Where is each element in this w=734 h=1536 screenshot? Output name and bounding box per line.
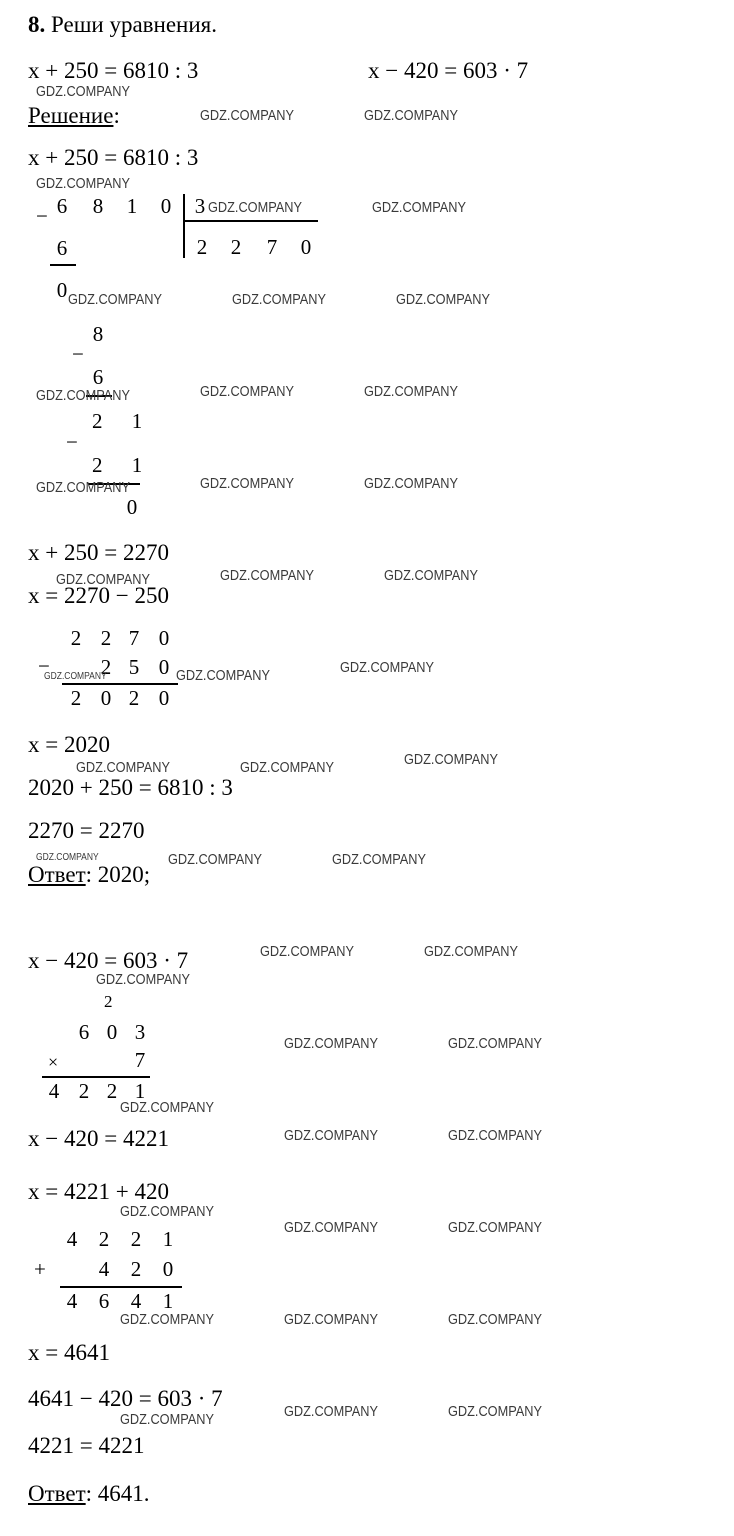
subtraction-top-digit: 2	[70, 626, 82, 650]
division-dividend-digit: 8	[92, 194, 104, 218]
subtraction-result-digit: 0	[158, 686, 170, 710]
task-number: 8.	[28, 12, 46, 37]
subtraction-bottom-digit: 5	[128, 655, 140, 679]
division-step: 0	[126, 495, 138, 519]
watermark: GDZ.COMPANY	[396, 291, 490, 308]
watermark: GDZ.COMPANY	[384, 567, 478, 584]
division-minus-sign: −	[72, 342, 84, 366]
watermark: GDZ.COMPANY	[332, 851, 426, 868]
watermark: GDZ.COMPANY	[340, 659, 434, 676]
multiplication-bottom-digit: 7	[134, 1048, 146, 1072]
addition-top-digit: 2	[98, 1227, 110, 1251]
division-minus-sign: −	[66, 430, 78, 454]
watermark: GDZ.COMPANY	[364, 383, 458, 400]
part2-answer	[28, 1481, 150, 1507]
watermark: GDZ.COMPANY	[36, 175, 130, 192]
subtraction-minus-sign: −	[38, 654, 50, 678]
watermark: GDZ.COMPANY	[120, 1311, 214, 1328]
watermark: GDZ.COMPANY	[200, 475, 294, 492]
watermark: GDZ.COMPANY	[120, 1411, 214, 1428]
equation-2: x − 420 = 603 · 7	[368, 58, 529, 83]
part2-line3: x = 4641	[28, 1340, 110, 1365]
part2-check1: 4641 − 420 = 603 · 7	[28, 1386, 223, 1411]
part1-equation: x + 250 = 6810 : 3	[28, 145, 199, 170]
subtraction-bottom-digit: 2	[100, 655, 112, 679]
task-title: Реши уравнения.	[51, 12, 217, 37]
division-dividend-digit: 0	[160, 194, 172, 218]
watermark: GDZ.COMPANY	[448, 1219, 542, 1236]
division-step-line	[50, 264, 76, 266]
multiplication-result-digit: 1	[134, 1079, 146, 1103]
addition-result-digit: 6	[98, 1289, 110, 1313]
multiplication-result-digit: 2	[78, 1079, 90, 1103]
watermark: GDZ.COMPANY	[284, 1311, 378, 1328]
watermark: GDZ.COMPANY	[168, 851, 262, 868]
addition-top-digit: 4	[66, 1227, 78, 1251]
watermark: GDZ.COMPANY	[284, 1127, 378, 1144]
division-quotient-digit: 2	[196, 235, 208, 259]
addition-bottom-digit: 2	[130, 1257, 142, 1281]
task-header	[28, 12, 217, 38]
watermark: GDZ.COMPANY	[220, 567, 314, 584]
watermark: GDZ.COMPANY	[176, 667, 270, 684]
division-minus-sign: −	[36, 204, 48, 228]
division-step: 6	[92, 365, 104, 389]
part1-line1: x + 250 = 2270	[28, 540, 169, 565]
addition-top-digit: 1	[162, 1227, 174, 1251]
watermark: GDZ.COMPANY	[404, 751, 498, 768]
watermark: GDZ.COMPANY	[120, 1099, 214, 1116]
subtraction-top-digit: 0	[158, 626, 170, 650]
answer-value: : 2020;	[85, 862, 151, 887]
addition-top-digit: 2	[130, 1227, 142, 1251]
watermark: GDZ.COMPANY	[284, 1219, 378, 1236]
division-step: 6	[56, 236, 68, 260]
part1-check2: 2270 = 2270	[28, 818, 145, 843]
division-quotient-digit: 2	[230, 235, 242, 259]
division-quotient-digit: 0	[300, 235, 312, 259]
part1-answer	[28, 862, 150, 888]
watermark: GDZ.COMPANY	[364, 475, 458, 492]
addition-line	[60, 1286, 182, 1288]
division-step: 2 1	[92, 453, 155, 477]
multiplication-result-digit: 4	[48, 1079, 60, 1103]
watermark: GDZ.COMPANY	[120, 1203, 214, 1220]
watermark: GDZ.COMPANY	[372, 199, 466, 216]
part2-line2: x = 4221 + 420	[28, 1179, 169, 1204]
subtraction-result-digit: 2	[70, 686, 82, 710]
subtraction-top-digit: 2	[100, 626, 112, 650]
watermark: GDZ.COMPANY	[56, 571, 150, 588]
division-step: 2 1	[92, 409, 155, 433]
watermark: GDZ.COMPANY	[284, 1035, 378, 1052]
addition-result-digit: 4	[66, 1289, 78, 1313]
watermark: GDZ.COMPANY	[200, 383, 294, 400]
watermark: GDZ.COMPANY	[364, 107, 458, 124]
answer-label: Ответ	[28, 862, 86, 887]
watermark: GDZ.COMPANY	[448, 1127, 542, 1144]
watermark: GDZ.COMPANY	[44, 671, 107, 682]
multiplication-carry: 2	[104, 992, 113, 1011]
addition-plus-sign: +	[34, 1257, 46, 1281]
watermark: GDZ.COMPANY	[200, 107, 294, 124]
division-quotient-line	[183, 220, 318, 222]
division-dividend-digit: 6	[56, 194, 68, 218]
part1-line2: x = 2270 − 250	[28, 583, 169, 608]
subtraction-result-digit: 2	[128, 686, 140, 710]
addition-result-digit: 1	[162, 1289, 174, 1313]
solution-heading	[28, 103, 120, 129]
subtraction-top-digit: 7	[128, 626, 140, 650]
watermark: GDZ.COMPANY	[208, 199, 302, 216]
multiplication-result-digit: 2	[106, 1079, 118, 1103]
part2-equation: x − 420 = 603 · 7	[28, 948, 189, 973]
division-dividend-digit: 1	[126, 194, 138, 218]
subtraction-line	[62, 683, 178, 685]
watermark: GDZ.COMPANY	[448, 1035, 542, 1052]
part2-check2: 4221 = 4221	[28, 1433, 145, 1458]
multiplication-line	[42, 1076, 150, 1078]
division-divisor: 3	[194, 194, 206, 218]
watermark: GDZ.COMPANY	[36, 479, 130, 496]
division-step: 0	[56, 278, 68, 302]
watermark: GDZ.COMPANY	[448, 1403, 542, 1420]
watermark: GDZ.COMPANY	[68, 291, 162, 308]
watermark: GDZ.COMPANY	[232, 291, 326, 308]
part1-line3: x = 2020	[28, 732, 110, 757]
watermark: GDZ.COMPANY	[448, 1311, 542, 1328]
watermark: GDZ.COMPANY	[284, 1403, 378, 1420]
part2-line1: x − 420 = 4221	[28, 1126, 169, 1151]
multiplication-top-digit: 3	[134, 1020, 146, 1044]
addition-result-digit: 4	[130, 1289, 142, 1313]
multiplication-top-digit: 0	[106, 1020, 118, 1044]
watermark: GDZ.COMPANY	[424, 943, 518, 960]
addition-bottom-digit: 0	[162, 1257, 174, 1281]
answer-label: Ответ	[28, 1481, 86, 1506]
watermark: GDZ.COMPANY	[260, 943, 354, 960]
watermark: GDZ.COMPANY	[36, 852, 99, 863]
division-step: 8	[92, 322, 104, 346]
addition-bottom-digit: 4	[98, 1257, 110, 1281]
answer-value: : 4641.	[85, 1481, 150, 1506]
multiplication-sign: ×	[48, 1052, 59, 1072]
solution-colon: :	[113, 103, 120, 128]
subtraction-bottom-digit: 0	[158, 655, 170, 679]
division-bar	[183, 194, 185, 258]
division-quotient-digit: 7	[266, 235, 278, 259]
part1-check1: 2020 + 250 = 6810 : 3	[28, 775, 233, 800]
equation-1: x + 250 = 6810 : 3	[28, 58, 199, 83]
watermark: GDZ.COMPANY	[96, 971, 190, 988]
subtraction-result-digit: 0	[100, 686, 112, 710]
watermark: GDZ.COMPANY	[36, 83, 130, 100]
solution-label: Решение	[28, 103, 114, 128]
watermark: GDZ.COMPANY	[240, 759, 334, 776]
multiplication-top-digit: 6	[78, 1020, 90, 1044]
watermark: GDZ.COMPANY	[76, 759, 170, 776]
watermark: GDZ.COMPANY	[36, 387, 130, 404]
